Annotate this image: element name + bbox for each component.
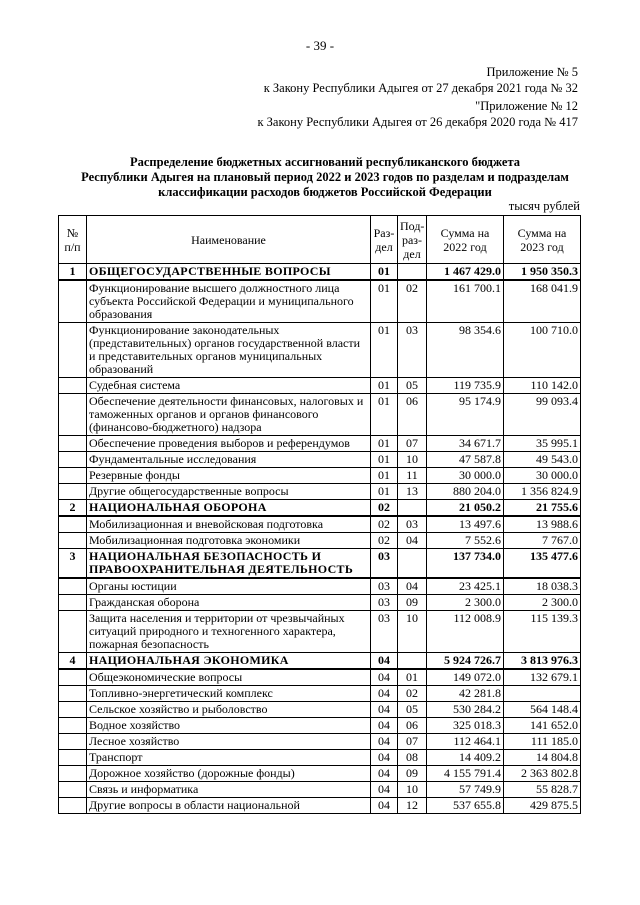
cell-sum-2023: 55 828.7 (504, 782, 581, 798)
cell-num (59, 718, 87, 734)
cell-sum-2022: 161 700.1 (427, 280, 504, 323)
cell-section: 04 (371, 686, 398, 702)
cell-section: 04 (371, 798, 398, 814)
cell-name: НАЦИОНАЛЬНАЯ БЕЗОПАСНОСТЬ И ПРАВООХРАНИТЕЛЬНАЯ ДЕЯТЕЛЬНОСТЬ (87, 549, 371, 579)
cell-sum-2022: 98 354.6 (427, 323, 504, 378)
cell-sum-2022: 325 018.3 (427, 718, 504, 734)
cell-sum-2022: 530 284.2 (427, 702, 504, 718)
cell-section: 04 (371, 782, 398, 798)
cell-section: 03 (371, 578, 398, 595)
table-row (59, 734, 581, 750)
cell-subsection (398, 500, 427, 517)
cell-name: Лесное хозяйство (87, 734, 371, 750)
budget-table (58, 215, 581, 814)
cell-num (59, 280, 87, 323)
cell-subsection: 02 (398, 280, 427, 323)
cell-section: 04 (371, 766, 398, 782)
table-section-row (59, 653, 581, 670)
cell-subsection: 01 (398, 669, 427, 686)
table-row (59, 766, 581, 782)
appendix-original-number: "Приложение № 12 (475, 99, 578, 113)
table-row (59, 484, 581, 500)
document-title (60, 155, 590, 200)
table-row (59, 611, 581, 653)
cell-subsection: 10 (398, 611, 427, 653)
cell-subsection: 09 (398, 766, 427, 782)
cell-sum-2023: 49 543.0 (504, 452, 581, 468)
cell-section: 03 (371, 611, 398, 653)
cell-subsection: 02 (398, 686, 427, 702)
cell-sum-2023: 429 875.5 (504, 798, 581, 814)
cell-subsection: 10 (398, 782, 427, 798)
cell-num: 4 (59, 653, 87, 670)
cell-name: Функционирование законодательных (представительных) органов государственной власти и представительных органов муниципальных образований (87, 323, 371, 378)
cell-section: 01 (371, 280, 398, 323)
cell-num (59, 452, 87, 468)
cell-section: 01 (371, 323, 398, 378)
cell-name: Мобилизационная и вневойсковая подготовка (87, 516, 371, 533)
table-section-row (59, 264, 581, 281)
cell-sum-2022: 47 587.8 (427, 452, 504, 468)
table-row (59, 452, 581, 468)
cell-name: Резервные фонды (87, 468, 371, 484)
cell-name: НАЦИОНАЛЬНАЯ ОБОРОНА (87, 500, 371, 517)
cell-sum-2023: 2 363 802.8 (504, 766, 581, 782)
cell-sum-2022: 7 552.6 (427, 533, 504, 549)
cell-sum-2022: 137 734.0 (427, 549, 504, 579)
cell-sum-2022: 4 155 791.4 (427, 766, 504, 782)
cell-sum-2023: 3 813 976.3 (504, 653, 581, 670)
cell-name: Связь и информатика (87, 782, 371, 798)
cell-sum-2023: 110 142.0 (504, 378, 581, 394)
cell-sum-2022: 5 924 726.7 (427, 653, 504, 670)
cell-sum-2022: 13 497.6 (427, 516, 504, 533)
table-row (59, 533, 581, 549)
table-row (59, 378, 581, 394)
cell-sum-2023: 35 995.1 (504, 436, 581, 452)
table-row (59, 595, 581, 611)
cell-name: Защита населения и территории от чрезвычайных ситуаций природного и техногенного характера, пожарная безопасность (87, 611, 371, 653)
header-num: № п/п (59, 216, 87, 264)
cell-subsection: 07 (398, 436, 427, 452)
cell-num (59, 782, 87, 798)
cell-sum-2022: 21 050.2 (427, 500, 504, 517)
cell-num (59, 378, 87, 394)
cell-num (59, 516, 87, 533)
cell-sum-2022: 23 425.1 (427, 578, 504, 595)
cell-section: 02 (371, 533, 398, 549)
cell-subsection: 11 (398, 468, 427, 484)
cell-subsection: 08 (398, 750, 427, 766)
cell-num (59, 669, 87, 686)
cell-sum-2023: 30 000.0 (504, 468, 581, 484)
cell-name: Судебная система (87, 378, 371, 394)
cell-sum-2023: 7 767.0 (504, 533, 581, 549)
appendix-original-law-reference: к Закону Республики Адыгея от 26 декабря 2020 года № 417 (257, 115, 578, 129)
cell-sum-2023: 111 185.0 (504, 734, 581, 750)
cell-subsection (398, 549, 427, 579)
cell-subsection: 05 (398, 378, 427, 394)
cell-sum-2023: 168 041.9 (504, 280, 581, 323)
table-row (59, 280, 581, 323)
cell-sum-2023: 141 652.0 (504, 718, 581, 734)
cell-sum-2023: 564 148.4 (504, 702, 581, 718)
cell-num: 1 (59, 264, 87, 281)
cell-num (59, 533, 87, 549)
cell-name: Мобилизационная подготовка экономики (87, 533, 371, 549)
cell-subsection: 13 (398, 484, 427, 500)
table-row (59, 578, 581, 595)
table-row (59, 468, 581, 484)
cell-num (59, 734, 87, 750)
cell-name: ОБЩЕГОСУДАРСТВЕННЫЕ ВОПРОСЫ (87, 264, 371, 281)
table-row (59, 686, 581, 702)
cell-sum-2023: 1 356 824.9 (504, 484, 581, 500)
cell-subsection: 10 (398, 452, 427, 468)
cell-sum-2022: 30 000.0 (427, 468, 504, 484)
cell-section: 04 (371, 734, 398, 750)
cell-sum-2023: 115 139.3 (504, 611, 581, 653)
header-sum-2022: Сумма на 2022 год (427, 216, 504, 264)
cell-sum-2022: 34 671.7 (427, 436, 504, 452)
table-row (59, 394, 581, 436)
table-row (59, 516, 581, 533)
cell-section: 01 (371, 394, 398, 436)
cell-sum-2022: 2 300.0 (427, 595, 504, 611)
table-row (59, 782, 581, 798)
cell-section: 04 (371, 702, 398, 718)
cell-num (59, 468, 87, 484)
cell-sum-2022: 537 655.8 (427, 798, 504, 814)
cell-subsection: 06 (398, 394, 427, 436)
cell-sum-2023: 14 804.8 (504, 750, 581, 766)
table-row (59, 718, 581, 734)
cell-subsection: 03 (398, 323, 427, 378)
cell-name: Обеспечение деятельности финансовых, налоговых и таможенных органов и органов финансового (финансово-бюджетного) надзора (87, 394, 371, 436)
cell-sum-2022: 57 749.9 (427, 782, 504, 798)
cell-num (59, 798, 87, 814)
cell-subsection (398, 653, 427, 670)
title-line-1: Распределение бюджетных ассигнований республиканского бюджета (130, 155, 520, 169)
cell-name: Обеспечение проведения выборов и референдумов (87, 436, 371, 452)
cell-sum-2022: 95 174.9 (427, 394, 504, 436)
cell-section: 01 (371, 484, 398, 500)
cell-sum-2023: 135 477.6 (504, 549, 581, 579)
header-section: Раз-дел (371, 216, 398, 264)
cell-num (59, 686, 87, 702)
cell-num: 3 (59, 549, 87, 579)
cell-section: 03 (371, 595, 398, 611)
cell-name: Функционирование высшего должностного лица субъекта Российской Федерации и муниципального образования (87, 280, 371, 323)
header-sum-2023: Сумма на 2023 год (504, 216, 581, 264)
cell-subsection: 03 (398, 516, 427, 533)
cell-num (59, 750, 87, 766)
cell-sum-2023: 21 755.6 (504, 500, 581, 517)
cell-subsection: 05 (398, 702, 427, 718)
cell-num: 2 (59, 500, 87, 517)
cell-subsection: 07 (398, 734, 427, 750)
table-row (59, 798, 581, 814)
title-line-2: Республики Адыгея на плановый период 2022 и 2023 годов по разделам и подразделам (81, 170, 569, 184)
cell-section: 02 (371, 516, 398, 533)
appendix-law-reference: к Закону Республики Адыгея от 27 декабря 2021 года № 32 (263, 81, 578, 95)
cell-sum-2022: 880 204.0 (427, 484, 504, 500)
cell-sum-2022: 1 467 429.0 (427, 264, 504, 281)
cell-subsection: 06 (398, 718, 427, 734)
cell-sum-2022: 112 008.9 (427, 611, 504, 653)
cell-num (59, 394, 87, 436)
cell-sum-2022: 149 072.0 (427, 669, 504, 686)
table-row (59, 750, 581, 766)
cell-sum-2022: 119 735.9 (427, 378, 504, 394)
cell-name: Водное хозяйство (87, 718, 371, 734)
cell-name: Другие общегосударственные вопросы (87, 484, 371, 500)
cell-name: Органы юстиции (87, 578, 371, 595)
page-number: - 39 - (305, 38, 335, 53)
table-section-row (59, 500, 581, 517)
cell-num (59, 611, 87, 653)
cell-sum-2023: 13 988.6 (504, 516, 581, 533)
header-subsection: Под-раз-дел (398, 216, 427, 264)
table-body (59, 264, 581, 814)
title-line-3: классификации расходов бюджетов Российской Федерации (158, 185, 492, 199)
appendix-number: Приложение № 5 (486, 65, 578, 79)
cell-subsection: 04 (398, 533, 427, 549)
cell-num (59, 323, 87, 378)
table-row (59, 702, 581, 718)
table-section-row (59, 549, 581, 579)
table-row (59, 323, 581, 378)
cell-section: 04 (371, 750, 398, 766)
cell-section: 01 (371, 468, 398, 484)
cell-section: 04 (371, 653, 398, 670)
cell-sum-2022: 42 281.8 (427, 686, 504, 702)
cell-sum-2022: 112 464.1 (427, 734, 504, 750)
cell-sum-2022: 14 409.2 (427, 750, 504, 766)
cell-name: Дорожное хозяйство (дорожные фонды) (87, 766, 371, 782)
cell-section: 04 (371, 669, 398, 686)
cell-sum-2023: 132 679.1 (504, 669, 581, 686)
cell-name: Транспорт (87, 750, 371, 766)
cell-section: 01 (371, 378, 398, 394)
cell-sum-2023: 2 300.0 (504, 595, 581, 611)
cell-name: Гражданская оборона (87, 595, 371, 611)
table-row (59, 669, 581, 686)
cell-section: 01 (371, 436, 398, 452)
cell-name: НАЦИОНАЛЬНАЯ ЭКОНОМИКА (87, 653, 371, 670)
cell-section: 04 (371, 718, 398, 734)
cell-sum-2023: 99 093.4 (504, 394, 581, 436)
cell-subsection: 12 (398, 798, 427, 814)
cell-name: Сельское хозяйство и рыболовство (87, 702, 371, 718)
cell-subsection (398, 264, 427, 281)
cell-name: Топливно-энергетический комплекс (87, 686, 371, 702)
cell-section: 01 (371, 264, 398, 281)
cell-subsection: 04 (398, 578, 427, 595)
cell-subsection: 09 (398, 595, 427, 611)
cell-sum-2023 (504, 686, 581, 702)
cell-num (59, 578, 87, 595)
cell-sum-2023: 18 038.3 (504, 578, 581, 595)
table-row (59, 436, 581, 452)
cell-name: Фундаментальные исследования (87, 452, 371, 468)
cell-name: Другие вопросы в области национальной (87, 798, 371, 814)
cell-name: Общеэкономические вопросы (87, 669, 371, 686)
cell-num (59, 436, 87, 452)
cell-num (59, 484, 87, 500)
cell-num (59, 766, 87, 782)
cell-sum-2023: 1 950 350.3 (504, 264, 581, 281)
cell-num (59, 595, 87, 611)
table-header-row (59, 216, 581, 264)
cell-num (59, 702, 87, 718)
units-label: тысяч рублей (508, 199, 580, 213)
cell-sum-2023: 100 710.0 (504, 323, 581, 378)
cell-section: 01 (371, 452, 398, 468)
cell-section: 03 (371, 549, 398, 579)
header-name: Наименование (87, 216, 371, 264)
cell-section: 02 (371, 500, 398, 517)
